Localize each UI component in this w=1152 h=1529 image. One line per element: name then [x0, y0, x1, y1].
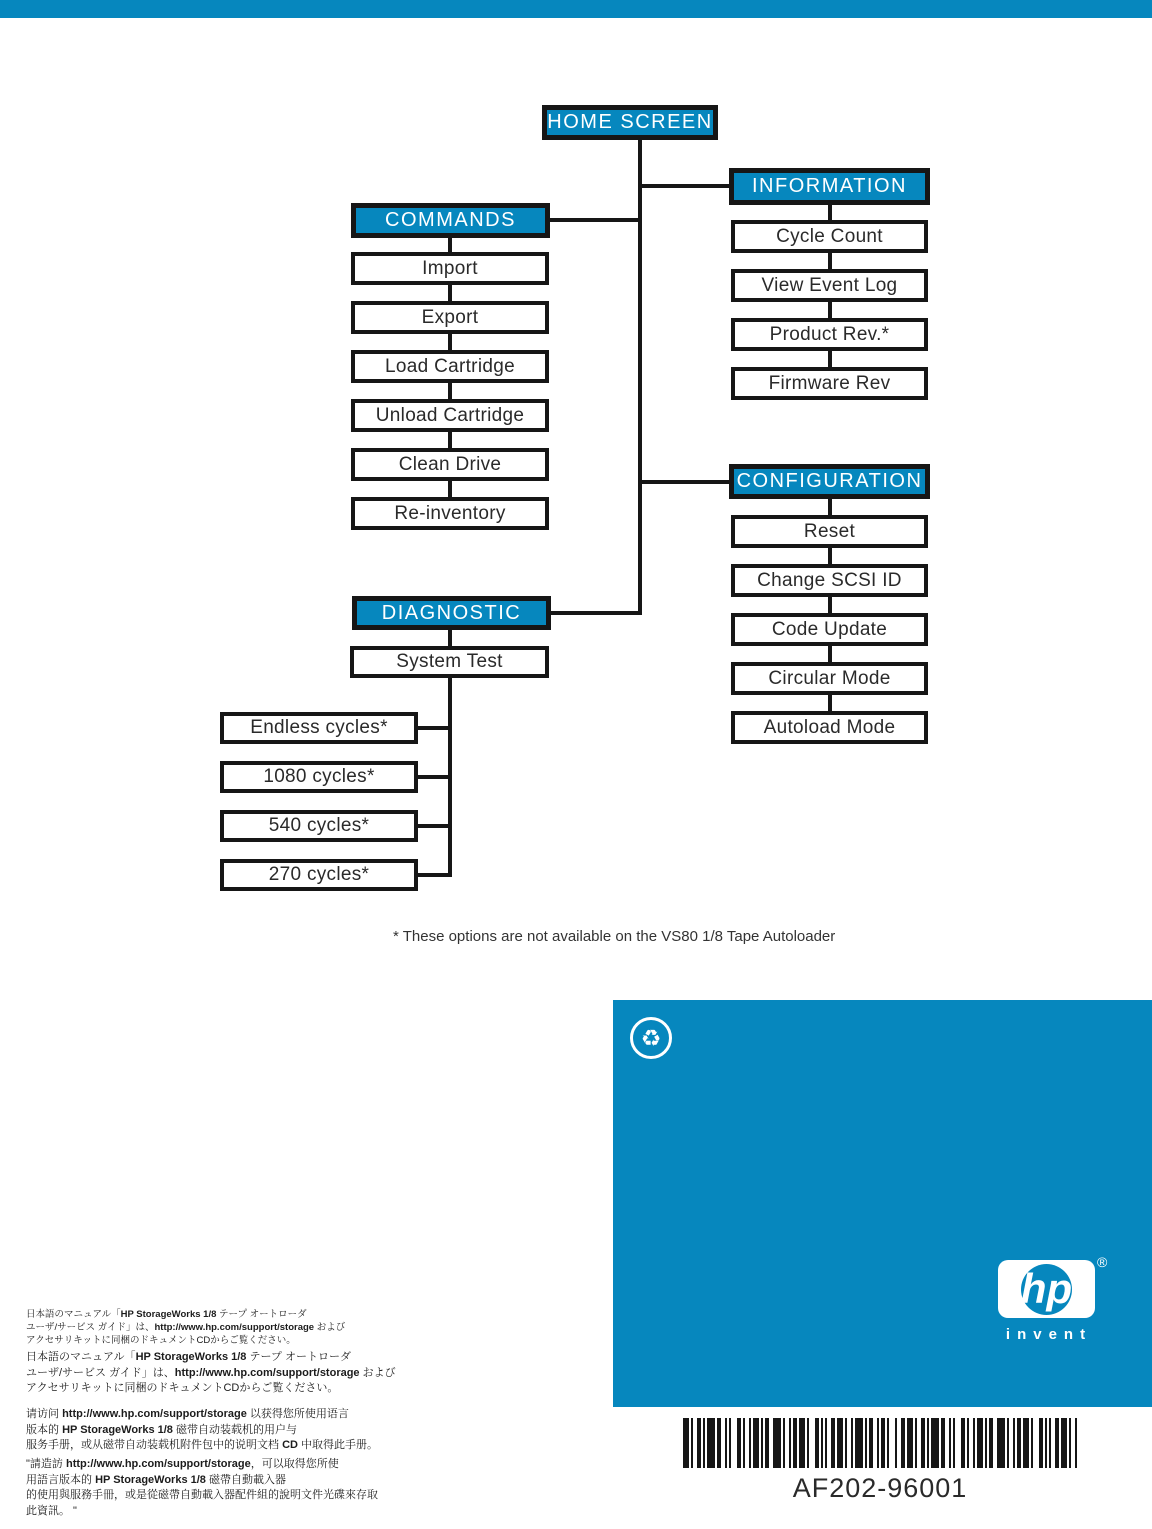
recycle-icon: ♻ — [630, 1017, 672, 1059]
menu-item-code-update: Code Update — [731, 613, 928, 646]
menu-item-import: Import — [351, 252, 549, 285]
menu-item-circular-mode: Circular Mode — [731, 662, 928, 695]
connector-270-cycles — [416, 873, 452, 877]
part-number: AF202-96001 — [792, 1473, 968, 1503]
notice-japanese-small: 日本語のマニュアル「HP StorageWorks 1/8 テープ オートローダ ユーザ/サービス ガイド」は、http://www.hp.com/support/storage および アクセサリキットに同梱のドキュメントCDからご覧ください。 — [26, 1309, 346, 1346]
branch-header-diagnostic: DIAGNOSTIC — [352, 596, 551, 630]
menu-item-1080-cycles: 1080 cycles* — [220, 761, 418, 793]
connector-540-cycles — [416, 824, 452, 828]
connector-diagnostic-systemtest — [448, 628, 452, 648]
menu-item-load-cartridge: Load Cartridge — [351, 350, 549, 383]
footnote-text: * These options are not available on the VS80 1/8 Tape Autoloader — [393, 928, 836, 945]
connector-commands — [548, 218, 640, 222]
connector-information — [640, 184, 731, 188]
hp-logo-registered-icon: ® — [1097, 1254, 1108, 1270]
menu-item-autoload-mode: Autoload Mode — [731, 711, 928, 744]
hp-logo-tagline: invent — [1005, 1326, 1093, 1343]
menu-item-unload-cartridge: Unload Cartridge — [351, 399, 549, 432]
menu-item-270-cycles: 270 cycles* — [220, 859, 418, 891]
notice-japanese: 日本語のマニュアル「HP StorageWorks 1/8 テープ オートローダ ユーザ/サービス ガイド」は、http://www.hp.com/support/storage および アクセサリキットに同梱のドキュメントCDからご覧ください。 — [26, 1351, 396, 1394]
connector-trunk — [638, 138, 642, 615]
menu-item-change-scsi-id: Change SCSI ID — [731, 564, 928, 597]
menu-item-endless-cycles: Endless cycles* — [220, 712, 418, 744]
branch-header-commands: COMMANDS — [351, 203, 550, 238]
menu-item-export: Export — [351, 301, 549, 334]
branch-header-information: INFORMATION — [729, 168, 930, 205]
menu-item-product-rev: Product Rev.* — [731, 318, 928, 351]
menu-item-firmware-rev: Firmware Rev — [731, 367, 928, 400]
connector-1080-cycles — [416, 775, 452, 779]
node-home-screen: HOME SCREEN — [542, 105, 718, 140]
branch-header-configuration: CONFIGURATION — [729, 464, 930, 499]
hp-logo-mark: hp — [1020, 1265, 1073, 1312]
connector-endless-cycles — [416, 726, 452, 730]
menu-item-clean-drive: Clean Drive — [351, 448, 549, 481]
menu-item-system-test: System Test — [350, 646, 549, 678]
barcode — [683, 1418, 1077, 1468]
menu-item-reset: Reset — [731, 515, 928, 548]
footer-blue-panel — [613, 1000, 1152, 1407]
menu-item-540-cycles: 540 cycles* — [220, 810, 418, 842]
notice-simplified-chinese: 请访问 http://www.hp.com/support/storage 以获得您所使用语言 版本的 HP StorageWorks 1/8 磁带自动装载机的用户与 服务手册，或从磁带自动装载机附件包中的说明文档 CD 中取得此手册。 — [26, 1408, 379, 1451]
menu-item-view-event-log: View Event Log — [731, 269, 928, 302]
top-banner-bar — [0, 0, 1152, 18]
menu-item-re-inventory: Re-inventory — [351, 497, 549, 530]
connector-configuration — [640, 480, 731, 484]
menu-item-cycle-count: Cycle Count — [731, 220, 928, 253]
connector-diagnostic — [549, 611, 640, 615]
notice-traditional-chinese: "請造訪 http://www.hp.com/support/storage，可以取得您所使 用語言版本的 HP StorageWorks 1/8 磁帶自動載入器 的使用與服務手冊，或是從磁帶自動載入器配件組的說明文件光碟來存取 此資訊。 " — [26, 1458, 378, 1517]
